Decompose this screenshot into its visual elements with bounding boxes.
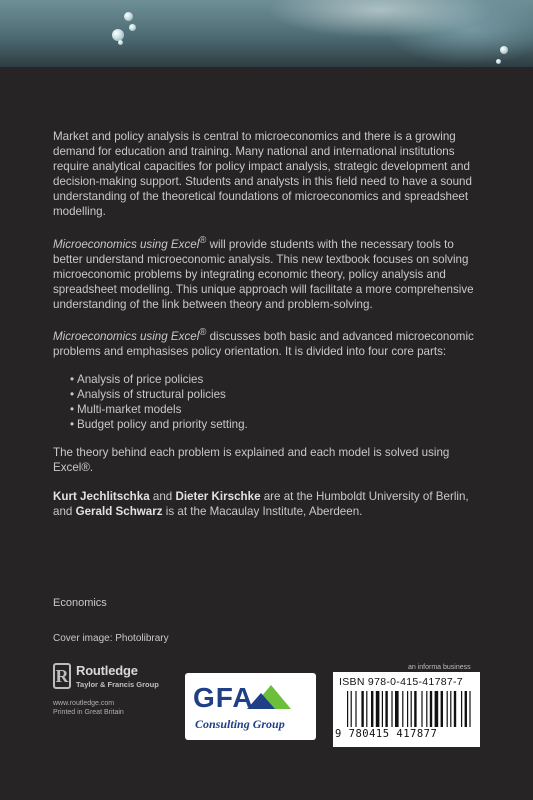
list-item: • Analysis of structural policies [77, 387, 483, 402]
author-affiliation-end: is at the Macaulay Institute, Aberdeen. [162, 504, 363, 518]
theory-paragraph-text: The theory behind each problem is explained and each model is solved using Excel [53, 446, 450, 475]
barcode-digits: 9 780415 417877 [335, 728, 438, 740]
water-droplet [124, 12, 133, 21]
cover-photo-banner [0, 0, 533, 67]
isbn-barcode [333, 672, 480, 747]
structure-paragraph [53, 325, 483, 359]
barcode-bar [411, 691, 412, 727]
barcode-bar [376, 691, 380, 727]
barcode-bar [355, 691, 356, 727]
barcode-bar [421, 691, 422, 727]
barcode-bar [361, 691, 363, 727]
author-name: Dieter Kirschke [175, 489, 261, 503]
water-droplet [129, 24, 136, 31]
book-title-italic: Microeconomics using Excel [53, 329, 200, 343]
informa-tagline: an informa business [408, 664, 471, 671]
barcode-bar [447, 691, 448, 727]
barcode-bar [371, 691, 373, 727]
list-item: • Multi-market models [77, 402, 483, 417]
barcode-bar [366, 691, 367, 727]
barcode-bar [430, 691, 432, 727]
barcode-bar [469, 691, 470, 727]
list-item: • Analysis of price policies [77, 372, 483, 387]
list-item: • Budget policy and priority setting. [77, 417, 483, 432]
barcode-bar [385, 691, 387, 727]
theory-paragraph-end: . [89, 461, 94, 475]
gfa-subtitle: Consulting Group [195, 717, 285, 731]
publisher-url: www.routledge.com [53, 700, 115, 707]
barcode-bar [395, 691, 399, 727]
book-title-italic: Microeconomics using Excel [53, 237, 200, 251]
registered-mark: ® [199, 326, 207, 338]
registered-mark: ® [81, 461, 90, 475]
gfa-triangle-icon [247, 693, 275, 709]
author-bio [53, 489, 483, 519]
tools-paragraph [53, 233, 483, 312]
gfa-letters: GFA [193, 682, 254, 713]
barcode-bar [426, 691, 427, 727]
water-droplet [112, 29, 124, 41]
subject-category: Economics [53, 597, 107, 609]
cover-image-credit: Cover image: Photolibrary [53, 633, 169, 644]
author-name: Kurt Jechlitschka [53, 489, 150, 503]
barcode-bar [465, 691, 467, 727]
printed-in: Printed in Great Britain [53, 709, 124, 716]
barcode-bar [351, 691, 352, 727]
water-droplet [500, 46, 508, 54]
water-droplet [118, 40, 123, 45]
barcode-bar [402, 691, 403, 727]
gfa-consulting-logo [185, 673, 316, 740]
core-parts-list [53, 372, 483, 432]
back-cover-description [53, 129, 483, 532]
barcode-bar [435, 691, 439, 727]
barcode-bar [347, 691, 348, 727]
isbn-label: ISBN 978-0-415-41787-7 [339, 676, 463, 688]
barcode-bar [414, 691, 416, 727]
tools-paragraph-text: will provide students with the necessary tools to better understand microeconomic analysis. This new textbook focuses on solving microeconomic problems by integrating economic theory, policy analysis and spreadsheet modelling. This unique approach will facilitate a more comprehensive understanding of the link between theory and problem-solving. [53, 237, 474, 311]
barcode-bar [441, 691, 443, 727]
barcode-bar [391, 691, 392, 727]
barcode-bar [450, 691, 451, 727]
author-name: Gerald Schwarz [75, 504, 163, 518]
author-connector: and [149, 489, 176, 503]
water-droplet [496, 59, 501, 64]
author-affiliation: are at the Humboldt University of Berlin, and [53, 489, 469, 518]
barcode-bar [407, 691, 408, 727]
publisher-name: Routledge [76, 663, 138, 678]
barcode-bars [347, 691, 471, 731]
barcode-bar [454, 691, 456, 727]
structure-paragraph-text: discusses both basic and advanced microeconomic problems and emphasises policy orientation. It is divided into four core parts: [53, 329, 474, 358]
publisher-group: Taylor & Francis Group [76, 680, 159, 689]
barcode-bar [382, 691, 383, 727]
barcode-bar [461, 691, 462, 727]
theory-paragraph [53, 445, 483, 475]
registered-mark: ® [199, 234, 207, 246]
routledge-r-icon: R [53, 663, 71, 689]
intro-paragraph: Market and policy analysis is central to microeconomics and there is a growing demand for education and training. Many national and international institutions require analytical capacities for policy impact analysis, strategic development and decision-making support. Students and analysts in this field need to have a sound understanding of the theoretical foundations of microeconomics and spreadsheet modelling. [53, 130, 472, 219]
